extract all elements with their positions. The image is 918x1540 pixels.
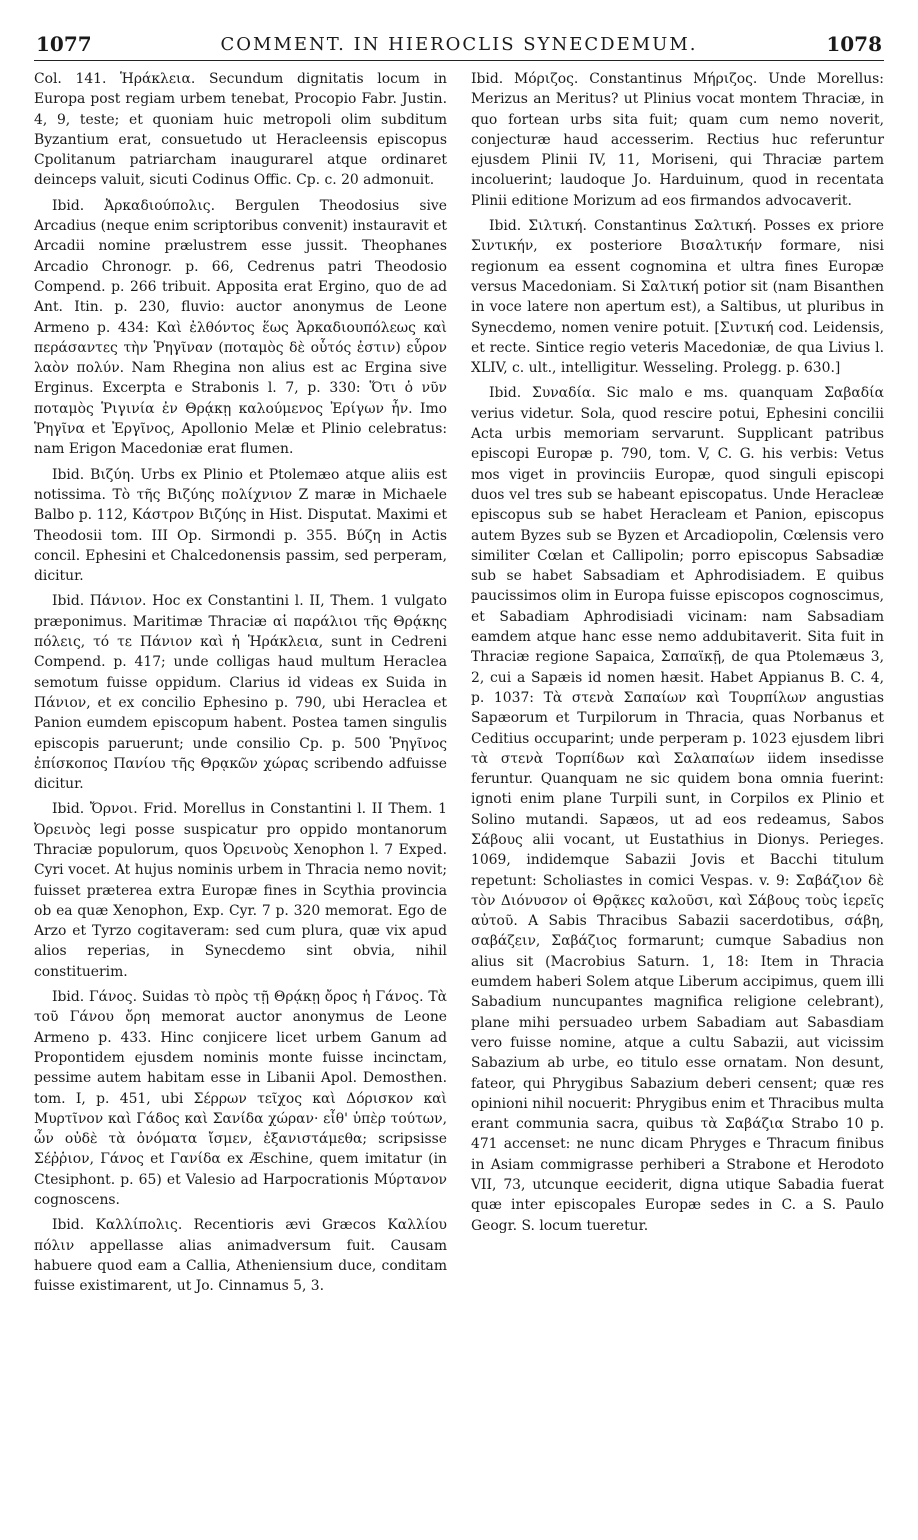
left-column <box>34 69 447 1302</box>
paragraph: Ibid. Σιλτική. Constantinus Σαλτική. Posses ex priore Σιντικήν, ex posteriore Βισαλτικήν formare, nisi regionum ea essent cognomina et ultra fines Europæ versus Macedoniam. Si Σαλτική potior sit (nam Bisanthen in voce latere non apertum est), a Saltibus, ut pluribus in Synecdemo, nomen venire potuit. [Σιντική cod. Leidensis, et recte. Sintice regio veteris Macedoniæ, de qua Livius l. XLIV, c. ult., intelligitur. Wesseling. Prolegg. p. 630.] <box>471 218 884 377</box>
paragraph: Ibid. Ἀρκαδιούπολις. Bergulen Theodosius sive Arcadius (neque enim scriptoribus convenit) instauravit et Arcadii nomine prælustrem esse jussit. Theophanes Arcadio Chronogr. p. 66, Cedrenus patri Theodosio Compend. p. 266 tribuit. Apposita erat Ergino, quo de ad Ant. Itin. p. 230, fluvio: auctor anonymus de Leone Armeno p. 434: Καὶ ἐλθόντος ἕως Ἀρκαδιουπόλεως καὶ περάσαντες τὴν Ῥηγῖναν (ποταμὸς δὲ οὗτός ἐστιν) εὗρον λαὸν πολύν. Nam Rhegina non alius est ac Ergina sive Erginus. Excerpta e Strabonis l. 7, p. 330: Ὅτι ὁ νῦν ποταμὸς Ῥιγινία ἐν Θρᾴκῃ καλούμενος Ἐρίγων ἦν. Imo Ῥηγῖνα et Ἐργῖνος, Apollonio Melæ et Plinio celebratus: nam Erigon Macedoniæ erat flumen. <box>34 197 447 458</box>
page-header <box>34 30 884 61</box>
running-title: COMMENT. IN HIEROCLIS SYNECDEMUM. <box>220 34 698 55</box>
page-number-right: 1078 <box>826 32 882 56</box>
paragraph: Ibid. Πάνιον. Hoc ex Constantini l. II, Them. 1 vulgato præponimus. Maritimæ Thraciæ αἱ παράλιοι τῆς Θρᾴκης πόλεις, τό τε Πάνιον καὶ ἡ Ἡράκλεια, sunt in Cedreni Compend. p. 417; unde colligas haud multum Heraclea semotum fuisse oppidum. Clarius id videas ex Suida in Πάνιον, et ex concilio Ephesino p. 790, ubi Heraclea et Panion eumdem episcopum habent. Postea tamen singulis episcopis paruerunt; unde consilio Cp. p. 500 Ῥηγῖνος ἐπίσκοπος Πανίου τῆς Θρᾳκῶν χώρας scribendo adfuisse dicitur. <box>34 593 447 793</box>
paragraph: Ibid. Γάνος. Suidas τὸ πρὸς τῇ Θρᾴκῃ ὄρος ἡ Γάνος. Τὰ τοῦ Γάνου ὄρη memorat auctor anonymus de Leone Armeno p. 433. Hinc conjicere licet urbem Ganum ad Propontidem ejusdem nominis monte fuisse incinctam, pessime autem habitam esse in Libanii Apol. Demosthen. tom. I, p. 451, ubi Σέρρων τεῖχος καὶ Δόρισκον καὶ Μυρτῖνον καὶ Γάδος καὶ Σανίδα χώραν· εἶθ' ὑπὲρ τούτων, ὧν οὐδὲ τὰ ὀνόματα ἴσμεν, ἐξανιστάμεθα; scripsisse Σέῤῥιον, Γάνος et Γανίδα ex Æschine, quem imitatur (in Ctesiphont. p. 65) et Valesio ad Harpocrationis Μύρτανον cognoscens. <box>34 989 447 1209</box>
paragraph: Ibid. Ὄρνοι. Frid. Morellus in Constantini l. II Them. 1 Ὀρεινὸς legi posse suspicatur pro oppido montanorum Thraciæ populorum, quos Ὀρεινοὺς Xenophon l. 7 Exped. Cyri vocet. At hujus nominis urbem in Thracia nemo novit; fuisset præterea extra Europæ fines in Scythia provincia ob ea quæ Xenophon, Exp. Cyr. 7 p. 320 memorat. Ego de Arzo et Tyrzo cogitaveram: sed cum plura, quæ vix apud alios reperias, in Synecdemo sint obvia, nihil constituerim. <box>34 801 447 980</box>
paragraph: Ibid. Μόριζος. Constantinus Μήριζος. Unde Morellus: Merizus an Meritus? ut Plinius vocat montem Thraciæ, in quo fortean urbs sita fuit; quam cum nemo noverit, conjecturæ haud accesserim. Rectius huc referuntur ejusdem Plinii IV, 11, Moriseni, qui Thraciæ partem incoluerint; laudoque Jo. Harduinum, quod in recentata Plinii editione Morizum ad eos firmandos advocaverit. <box>471 71 884 209</box>
text-columns <box>34 69 884 1302</box>
paragraph: Ibid. Καλλίπολις. Recentioris ævi Græcos Καλλίου πόλιν appellasse alias animadversum fuit. Causam habuere quod eam a Callia, Atheniensium duce, conditam fuisse existimarent, ut Jo. Cinnamus 5, 3. <box>34 1217 447 1295</box>
paragraph: Ibid. Βιζύη. Urbs ex Plinio et Ptolemæo atque aliis est notissima. Τὸ τῆς Βιζύης πολίχνιον Z maræ in Michaele Balbo p. 112, Κάστρον Βιζύης in Hist. Disputat. Maximi et Theodosii tom. III Op. Sirmondi p. 355. Βύζη in Actis concil. Ephesini et Chalcedonensis passim, sed perperam, dicitur. <box>34 466 447 585</box>
paragraph: Col. 141. Ἡράκλεια. Secundum dignitatis locum in Europa post regiam urbem tenebat, Procopio Fabr. Justin. 4, 9, teste; et quoniam huic metropoli olim subditum Byzantium erat, consuetudo ut Heracleensis episcopus Cpolitanum patriarcham inaugurarel atque ordinaret deinceps valuit, sicuti Codinus Offic. Cp. c. 20 admonuit. <box>34 71 447 189</box>
right-column <box>471 69 884 1302</box>
paragraph: Ibid. Συναδία. Sic malo e ms. quanquam Σαβαδία verius videtur. Sola, quod rescire potui, Ephesini concilii Acta urbis memoriam servarunt. Supplicant patribus episcopi Europæ p. 790, tom. V, C. G. his verbis: Vetus mos viget in provinciis Europæ, quod singuli episcopi duos vel tres sub se habeant episcopatus. Unde Heracleæ episcopus sub se habet Heracleam et Panion, episcopus autem Byzes sub se Byzen et Arcadiopolin, Cœlensis vero similiter Cœlan et Callipolin; porro episcopus Sabsadiæ sub se habet Sabsadiam et Aphrodisiadem. E quibus paucissimos olim in Europa fuisse episcopos cognoscimus, et Sabadiam Aphrodisiadi vicinam: nam Sabsadiam eamdem atque hanc esse nemo addubitaverit. Sita fuit in Thraciæ regione Sapaica, Σαπαϊκῇ, de qua Ptolemæus 3, 2, cui a Sapæis id nomen hæsit. Habet Appianus B. C. 4, p. 1037: Τὰ στενὰ Σαπαίων καὶ Τουρπίλων angustias Sapæorum et Turpilorum in Thracia, quas Norbanus et Ceditius occuparint; unde perperam p. 1023 ejusdem libri τὰ στενὰ Τορπίδων καὶ Σαλαπαίων iidem insedisse feruntur. Quanquam ne sic quidem bona omnia fuerint: ignoti enim plane Turpili sunt, in Corpilos ex Plinio et Solino mutandi. Sapæos, ut ad eos redeamus, Sabos Σάβους alii vocant, ut Eustathius in Dionys. Perieges. 1069, indidemque Sabazii Jovis et Bacchi titulum repetunt: Scholiastes in comici Vespas. v. 9: Σαβάζιον δὲ τὸν Διόνυσον οἱ Θρᾷκες καλοῦσι, καὶ Σάβους τοὺς ἱερεῖς αὐτοῦ. A Sabis Thracibus Sabazii sacerdotibus, σάβη, σαβάζειν, Σαβάζιος formarunt; cumque Sabadius non alius sit (Macrobius Saturn. 1, 18: Item in Thracia eumdem haberi Solem atque Liberum accipimus, quem illi Sabadium nuncupantes magnifica religione celebrant), plane mihi persuadeo urbem Sabadiam aut Sabasdiam vero fuisse nomine, atque a cultu Sabazii, aut vicissim Sabazium ab urbe, eo titulo esse ornatam. Non desunt, fateor, qui Phrygibus Sabazium deberi censent; quæ res opinioni nihil nocuerit: Phrygibus enim et Thracibus multa erant communia sacra, quibus τὰ Σαβάζια Strabo 10 p. 471 accenset: ne nunc dicam Phryges e Thracum finibus in Asiam commigrasse perhiberi a Strabone et Herodoto VII, 73, utcunque eeciderit, digna utique Sabadia fuerat quæ inter episcopales Europæ sedes in C. a S. Paulo Geogr. S. locum tueretur. <box>471 385 884 1234</box>
page-number-left: 1077 <box>36 32 92 56</box>
